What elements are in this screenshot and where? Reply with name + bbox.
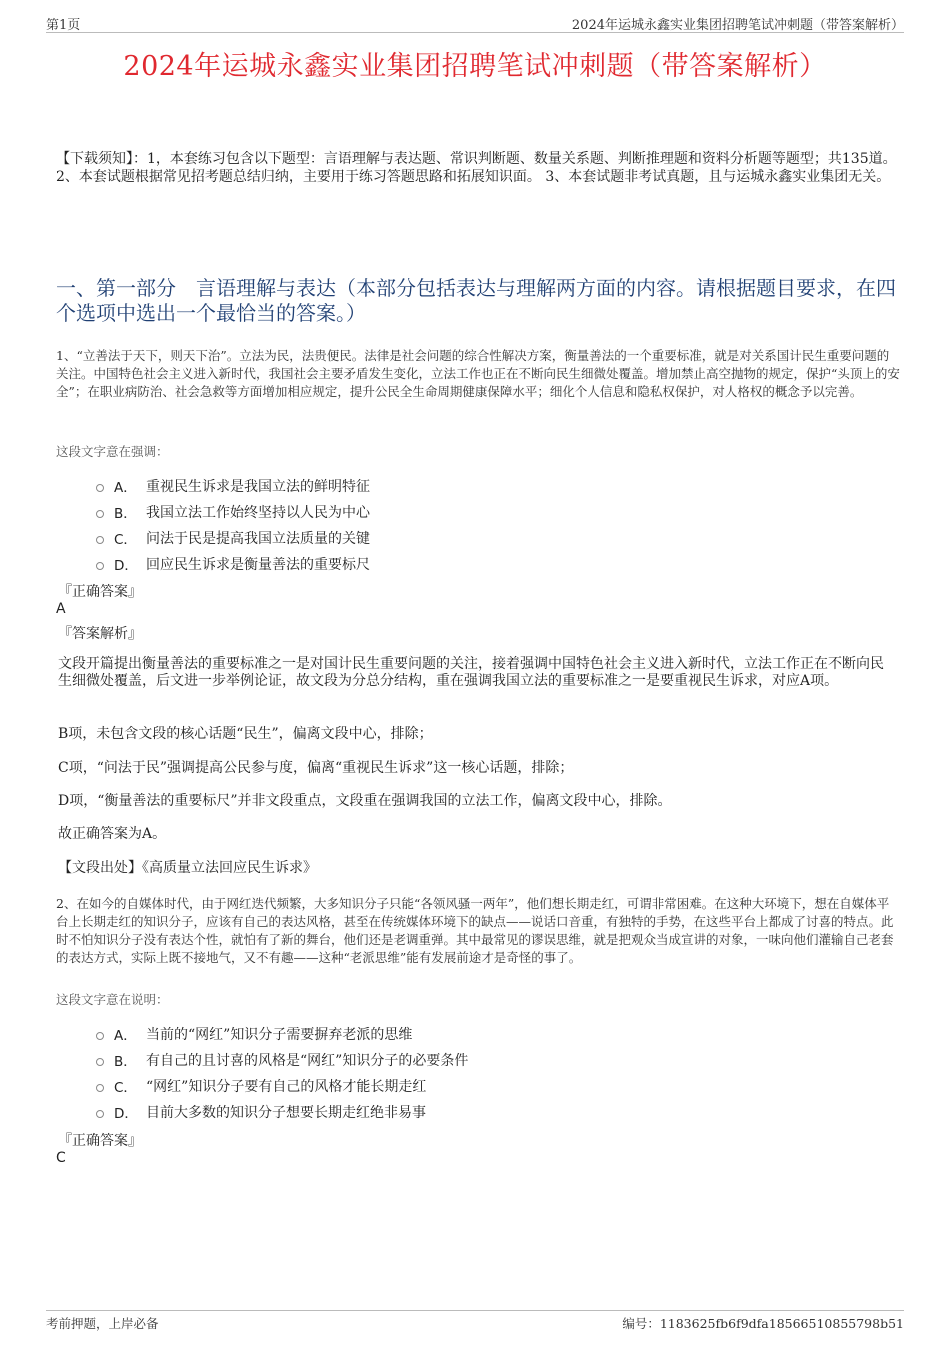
q1-answer-value: A (56, 601, 66, 617)
radio-button-icon[interactable] (96, 484, 104, 492)
footer-doc-id: 编号：1183625fb6f9dfa18566510855798b51 (622, 1316, 904, 1331)
download-notice: 【下载须知】：1，本套练习包含以下题型：言语理解与表达题、常识判断题、数量关系题、判断推理题和资料分析题等题型；共135道。 2、本套试题根据常见招考题总结归纳，主要用于练习答题思路和拓展知识面。 3、本套试题非考试真题，且与运城永鑫实业集团无关。 (56, 151, 897, 185)
q1-option-a[interactable] (96, 476, 370, 496)
footer-divider (46, 1310, 904, 1311)
q2-option-a[interactable] (96, 1024, 412, 1044)
q1-option-d[interactable] (96, 554, 370, 574)
option-text: 有自己的且讨喜的风格是“网红”知识分子的必要条件 (146, 1053, 469, 1069)
question-2-text: 2、在如今的自媒体时代，由于网红迭代频繁，大多知识分子只能“各领风骚一两年”，他们想长期走红，可谓非常困难。在这种大环境下，想在自媒体平台上长期走红的知识分子，应该有自己的表达风格，甚至在传统媒体环境下的缺点——说话口音重，有独特的手势，在这些平台上都成了讨喜的特点。此时不怕知识分子没有表达个性，就怕有了新的舞台，他们还是老调重弹。其中最常见的谬误思维，就是把观众当成宣讲的对象，一味向他们灌输自己老套的表达方式，实际上既不接地气，又不有趣——这种“老派思维”能有发展前途才是奇怪的事了。 (56, 896, 894, 965)
radio-button-icon[interactable] (96, 562, 104, 570)
page-number: 第1页 (46, 18, 81, 33)
radio-button-icon[interactable] (96, 1084, 104, 1092)
q1-source: 【文段出处】《高质量立法回应民生诉求》 (58, 860, 317, 876)
question-1-prompt: 这段文字意在强调： (56, 444, 169, 459)
q2-option-c[interactable] (96, 1076, 426, 1096)
option-text: 重视民生诉求是我国立法的鲜明特征 (146, 479, 370, 495)
radio-button-icon[interactable] (96, 1110, 104, 1118)
radio-button-icon[interactable] (96, 1032, 104, 1040)
q1-option-b[interactable] (96, 502, 370, 522)
option-letter: C． (114, 1080, 137, 1096)
q1-analysis-paragraph: B项，未包含文段的核心话题“民生”，偏离文段中心，排除； (58, 726, 433, 742)
q1-analysis-paragraph: 故正确答案为A。 (58, 826, 167, 842)
option-letter: B． (114, 506, 137, 522)
radio-button-icon[interactable] (96, 1058, 104, 1066)
q2-option-b[interactable] (96, 1050, 468, 1070)
q1-analysis-paragraph: 文段开篇提出衡量善法的重要标准之一是对国计民生重要问题的关注，接着强调中国特色社会主义进入新时代，立法工作正在不断向民生细微处覆盖，后文进一步举例论证，故文段为分总分结构，重在强调我国立法的重要标准之一是要重视民生诉求，对应A项。 (58, 656, 884, 689)
option-letter: B． (114, 1054, 137, 1070)
option-text: “网红”知识分子要有自己的风格才能长期走红 (146, 1079, 427, 1095)
q1-option-c[interactable] (96, 528, 370, 548)
section-heading: 一、第一部分 言语理解与表达（本部分包括表达与理解两方面的内容。请根据题目要求，在四个选项中选出一个最恰当的答案。） (56, 276, 896, 325)
option-text: 回应民生诉求是衡量善法的重要标尺 (146, 557, 370, 573)
q2-option-d[interactable] (96, 1102, 426, 1122)
header-divider (46, 32, 904, 33)
radio-button-icon[interactable] (96, 536, 104, 544)
q2-answer-label: 『正确答案』 (58, 1133, 142, 1149)
radio-button-icon[interactable] (96, 510, 104, 518)
option-letter: D． (114, 1106, 138, 1122)
option-text: 我国立法工作始终坚持以人民为中心 (146, 505, 370, 521)
option-letter: A． (114, 1028, 137, 1044)
option-text: 目前大多数的知识分子想要长期走红绝非易事 (146, 1105, 426, 1121)
footer-slogan: 考前押题，上岸必备 (46, 1316, 159, 1331)
option-letter: C． (114, 532, 137, 548)
option-text: 问法于民是提高我国立法质量的关键 (146, 531, 370, 547)
q1-analysis-paragraph: D项，“衡量善法的重要标尺”并非文段重点，文段重在强调我国的立法工作，偏离文段中心，排除。 (58, 793, 672, 809)
option-letter: D． (114, 558, 138, 574)
q1-answer-label: 『正确答案』 (58, 584, 142, 600)
q1-analysis-paragraph: C项，“问法于民”强调提高公民参与度，偏离“重视民生诉求”这一核心话题，排除； (58, 760, 574, 776)
option-text: 当前的“网红”知识分子需要摒弃老派的思维 (146, 1027, 413, 1043)
q1-analysis-label: 『答案解析』 (58, 626, 142, 642)
question-2-prompt: 这段文字意在说明： (56, 992, 169, 1007)
page-title: 2024年运城永鑫实业集团招聘笔试冲刺题（带答案解析） (123, 51, 827, 82)
option-letter: A． (114, 480, 137, 496)
header-doc-title: 2024年运城永鑫实业集团招聘笔试冲刺题（带答案解析） (571, 18, 904, 33)
question-1-text: 1、“立善法于天下，则天下治”。立法为民，法贵便民。法律是社会问题的综合性解决方案，衡量善法的一个重要标准，就是对关系国计民生重要问题的关注。中国特色社会主义进入新时代，我国社会主要矛盾发生变化，立法工作也正在不断向民生细微处覆盖。增加禁止高空抛物的规定，保护“头顶上的安全”；在职业病防治、社会急救等方面增加相应规定，提升公民全生命周期健康保障水平；细化个人信息和隐私权保护，对人格权的概念予以完善。 (56, 348, 900, 399)
q2-answer-value: C (56, 1150, 66, 1166)
